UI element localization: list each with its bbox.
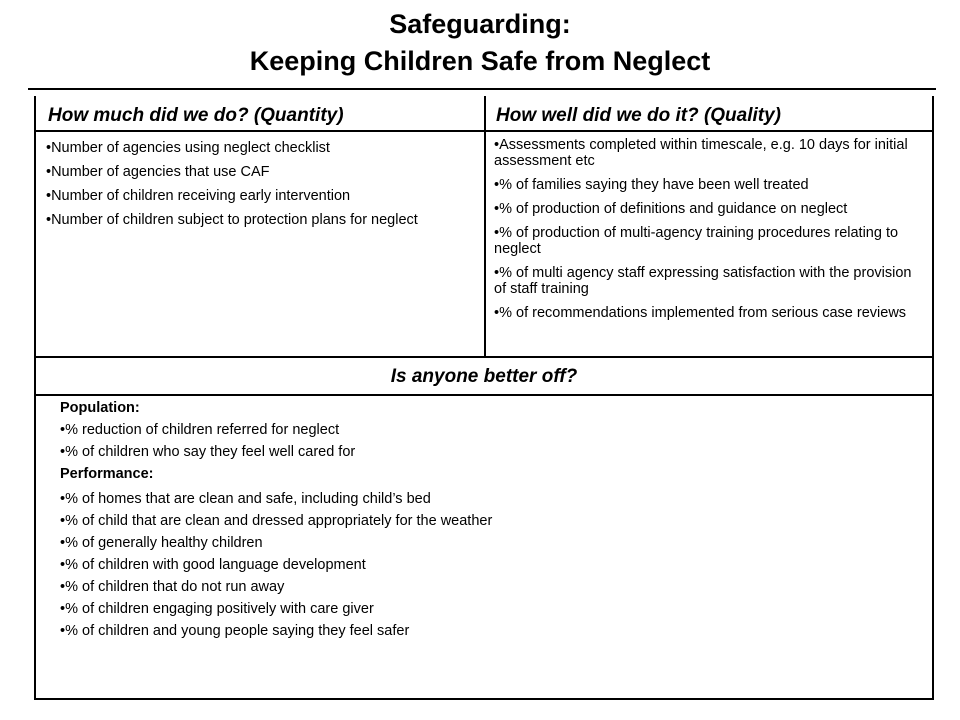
upper-section-divider xyxy=(34,356,934,358)
title-line-2: Keeping Children Safe from Neglect xyxy=(249,46,711,76)
better-off-header: Is anyone better off? xyxy=(390,366,578,387)
population-label: Population: xyxy=(60,400,140,416)
list-item: • % of recommendations implemented from serious case reviews xyxy=(494,305,926,321)
list-item: • Number of agencies using neglect checklist xyxy=(46,140,474,156)
table-right-border xyxy=(932,96,934,700)
title-underline xyxy=(28,88,936,90)
list-item: • % of production of multi-agency training procedures relating to neglect xyxy=(494,225,926,257)
list-item: • % of children engaging positively with care giver xyxy=(60,601,920,617)
population-list xyxy=(60,422,920,460)
performance-list xyxy=(60,491,920,639)
list-item: • % of production of definitions and guidance on neglect xyxy=(494,201,926,217)
better-off-divider xyxy=(34,394,934,396)
table-left-border xyxy=(34,96,36,700)
list-item: • % of children and young people saying they feel safer xyxy=(60,623,920,639)
table-center-divider xyxy=(484,96,486,358)
list-item: • % of generally healthy children xyxy=(60,535,920,551)
list-item: • Assessments completed within timescale, e.g. 10 days for initial assessment etc xyxy=(494,137,926,169)
performance-label: Performance: xyxy=(60,466,154,482)
list-item: • % reduction of children referred for neglect xyxy=(60,422,920,438)
slide-title xyxy=(0,6,960,80)
list-item: • Number of children receiving early intervention xyxy=(46,188,474,204)
list-item: • Number of children subject to protection plans for neglect xyxy=(46,212,474,228)
list-item: • % of children with good language development xyxy=(60,557,920,573)
quality-list xyxy=(494,137,926,329)
list-item: • % of homes that are clean and safe, including child’s bed xyxy=(60,491,920,507)
title-line-1: Safeguarding: xyxy=(389,9,571,39)
quality-header: How well did we do it? (Quality) xyxy=(496,105,781,126)
quantity-list xyxy=(46,140,474,236)
list-item: • % of multi agency staff expressing satisfaction with the provision of staff training xyxy=(494,265,926,297)
header-row-divider xyxy=(34,130,934,132)
table-bottom-border xyxy=(34,698,934,700)
quantity-header: How much did we do? (Quantity) xyxy=(48,105,344,126)
list-item: • % of child that are clean and dressed appropriately for the weather xyxy=(60,513,920,529)
better-off-content xyxy=(60,400,920,645)
list-item: • % of children who say they feel well cared for xyxy=(60,444,920,460)
list-item: • % of children that do not run away xyxy=(60,579,920,595)
list-item: • Number of agencies that use CAF xyxy=(46,164,474,180)
list-item: • % of families saying they have been well treated xyxy=(494,177,926,193)
